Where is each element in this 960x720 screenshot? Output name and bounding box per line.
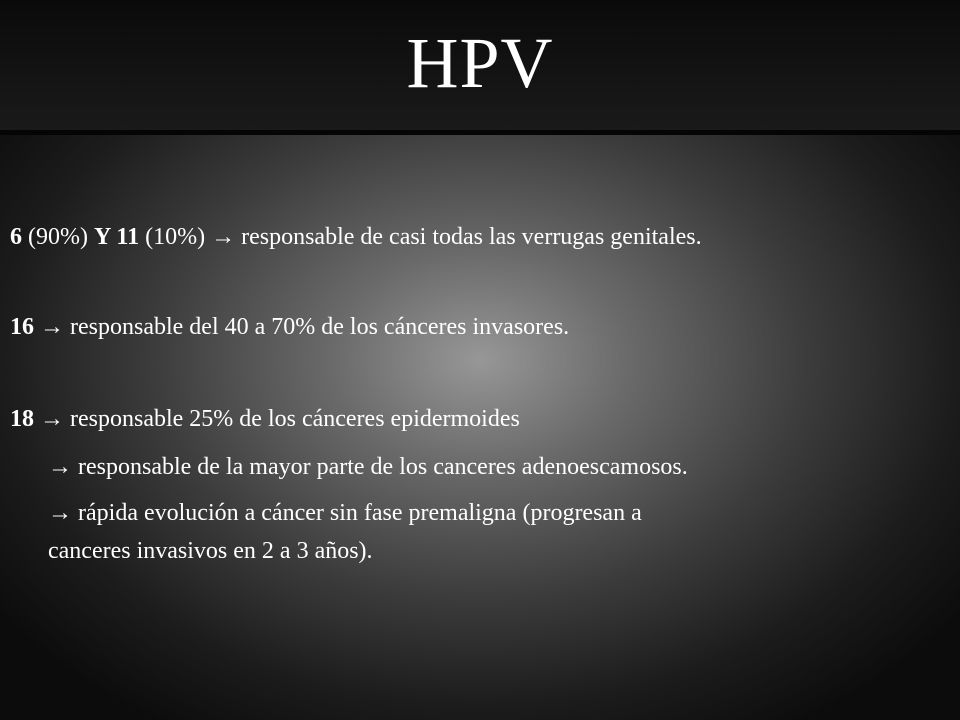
hpv-type-y-11: Y 11 bbox=[93, 224, 140, 250]
bullet-line-hpv-16 bbox=[10, 312, 569, 342]
line-text: → responsable 25% de los cánceres epidermoides bbox=[34, 406, 520, 432]
bullet-line-adenoescamosos: → responsable de la mayor parte de los canceres adenoescamosos. bbox=[48, 454, 688, 480]
line-text: (90%) bbox=[22, 224, 94, 250]
hpv-type-18: 18 bbox=[10, 406, 34, 432]
bullet-line-rapida-evolucion: → rápida evolución a cáncer sin fase premaligna (progresan a bbox=[48, 500, 642, 526]
title-bar bbox=[0, 0, 960, 132]
line-text: → responsable del 40 a 70% de los cánceres invasores. bbox=[34, 314, 570, 340]
bullet-line-hpv-18 bbox=[10, 404, 520, 434]
title-divider bbox=[0, 130, 960, 135]
bullet-line-continuation: canceres invasivos en 2 a 3 años). bbox=[48, 538, 373, 564]
hpv-type-16: 16 bbox=[10, 314, 34, 340]
bullet-line-hpv-6-11 bbox=[10, 222, 702, 252]
slide-title: HPV bbox=[406, 23, 554, 103]
line-text: (10%) → responsable de casi todas las verrugas genitales. bbox=[139, 224, 702, 250]
hpv-type-6: 6 bbox=[10, 224, 22, 250]
